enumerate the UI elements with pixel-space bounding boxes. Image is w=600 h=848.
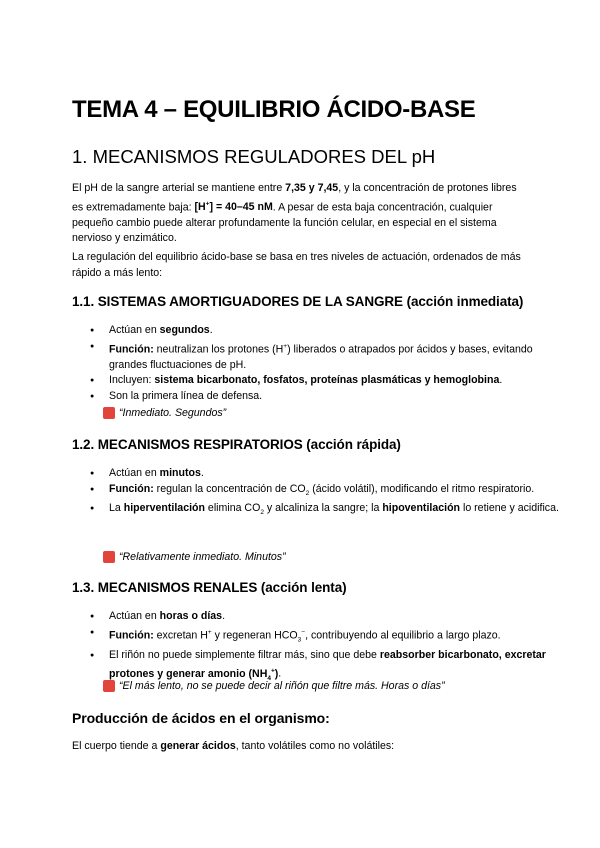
section-heading-mecanismos: 1. MECANISMOS REGULADORES DEL pH [72,146,436,167]
subsection-heading-respiratorios: 1.2. MECANISMOS RESPIRATORIOS (acción rápida) [72,437,401,452]
heading-produccion-acidos: Producción de ácidos en el organismo: [72,710,330,726]
bullet-list-respiratorios [72,466,559,521]
subsection-heading-amortiguadores: 1.1. SISTEMAS AMORTIGUADORES DE LA SANGRE (acción inmediata) [72,294,524,309]
list-item: ● Actúan en segundos. [109,323,559,339]
list-item: ● Son la primera línea de defensa. [109,389,559,405]
list-item: ● Función: regulan la concentración de $CO_2$ (ácido volátil), modificando el ritmo respiratorio. [109,482,559,502]
quote-relativamente-inmediato: “Relativamente inmediato. Minutos” [103,551,286,563]
list-item: ● Actúan en minutos. [109,466,559,482]
quote-mas-lento: “El más lento, no se puede decir al riñón que filtre más. Horas o días” [103,680,445,692]
red-square-icon [103,551,115,563]
paragraph-regulacion: La regulación del equilibrio ácido-base se basa en tres niveles de actuación, ordenados de más rápido a más lento: [72,251,521,279]
paragraph-generar-acidos: El cuerpo tiende a generar ácidos, tanto volátiles como no volátiles: [72,740,395,752]
page-title: TEMA 4 – EQUILIBRIO ÁCIDO-BASE [72,96,476,123]
paragraph-ph-sangre: El pH de la sangre arterial se mantiene entre 7,35 y 7,45, y la concentración de protones libres es extremadamente baja: [H+] = 40–45 nM. A pesar de esta baja concentración, cualquier pequeño cambio puede alterar profundamente la función celular, en especial en el sistema nervioso y enzimático. [72,182,517,245]
list-item: ● Actúan en horas o días. [109,609,559,625]
bullet-list-renales [72,609,559,686]
bullet-list-amortiguadores [72,323,559,404]
quote-inmediato: “Inmediato. Segundos” [103,407,226,419]
list-item: ● El riñón no puede simplemente filtrar más, sino que debe reabsorber bicarbonato, excretar protones y generar amonio $(NH_4^+)$. [109,648,559,687]
list-item: ● La hiperventilación elimina $CO_2$ y alcaliniza la sangre; la hipoventilación lo retiene y acidifica. [109,501,559,521]
red-square-icon [103,680,115,692]
red-square-icon [103,407,115,419]
subsection-heading-renales: 1.3. MECANISMOS RENALES (acción lenta) [72,580,347,595]
list-item: ● Función: excretan H+ y regeneran $HCO_3^-$, contribuyendo al equilibrio a largo plazo. [109,625,559,648]
list-item: ● Función: neutralizan los protones (H+) liberados o atrapados por ácidos y bases, evitando grandes fluctuaciones de pH. [109,339,559,374]
list-item: ● Incluyen: sistema bicarbonato, fosfatos, proteínas plasmáticas y hemoglobina. [109,373,559,389]
